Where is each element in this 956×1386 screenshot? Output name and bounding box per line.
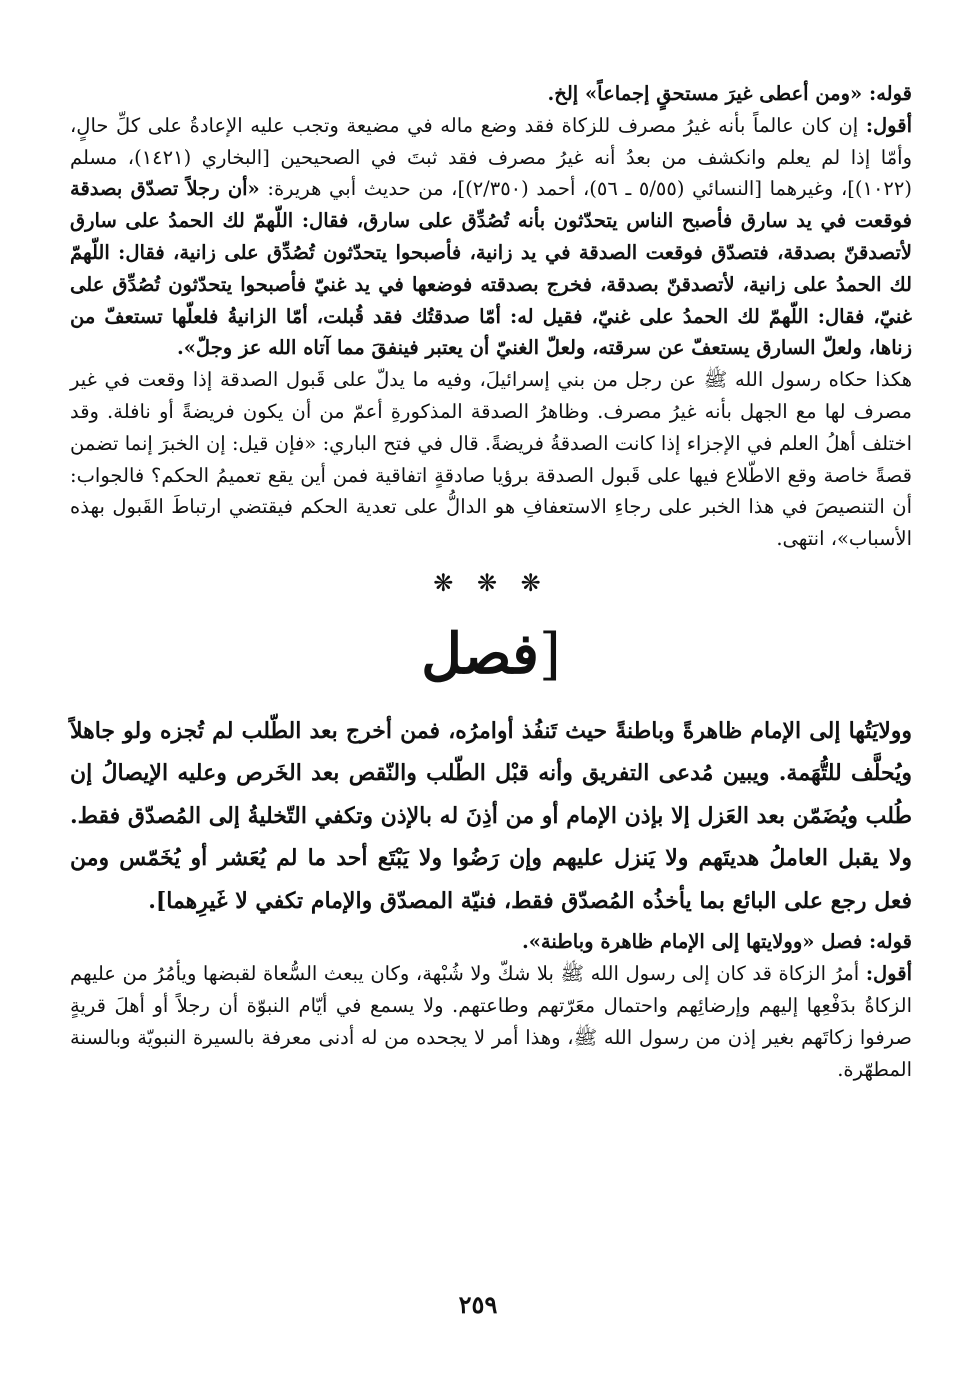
- section-divider: ❋ ❋ ❋: [433, 568, 549, 597]
- page-number: ٢٥٩: [458, 1290, 498, 1319]
- commentary-quote-2: قوله: فصل «وولايتها إلى الإمام ظاهرة وباطنة».: [521, 930, 912, 954]
- matn-paragraph: وولايَتُها إلى الإمام ظاهرةً وباطنةً حيث تَنفُذ أوامرُه، فمن أخرج بعد الطّلب لم تُجزه ولو جاهلاً ويُحلَّف للتُّهَمة. ويبين مُدعى التفريق وأنه قبْل الطّلب والنّقص بعد الخَرص وعليه الإيصالُ إن طُلب ويُضَمّن بعد العَزل إلا بإذن الإمام أو من أذِنَ له بالإذن وتكفي التّخليةُ إلى المُصدّق فقط. ولا يقبل العاملُ هديتَهم ولا يَنزل عليهم وإن رَضُوا ولا يَبْتَع أحد ما لم يُعَشر أو يُخَمّس ومن فعل رجع على البائع بما يأخذُه المُصدّق فقط، فنيّة المصدّق والإمام تكفي لا غَيرِهما].: [70, 717, 912, 914]
- commentary-paragraph-1: [70, 110, 912, 364]
- section-heading: [70, 609, 912, 700]
- aqool-label: أقول:: [865, 113, 912, 137]
- page-body: [70, 78, 912, 1085]
- hadith-text: «أن رجلاً تصدّق بصدقة فوقعت في يد سارق فأصبح الناس يتحدّثون بأنه تُصُدِّق على سارق، فقال: اللّهمّ لك الحمدُ على سارق لأتصدقنّ بصدقة، فتصدّق فوقعت الصدقة في يد زانية، فأصبحوا يتحدّثون تُصُدِّق على زانية، فقال: اللّهمّ لك الحمدُ على زانية، لأتصدقنّ بصدقة، فخرج بصدقته فوضعها في يد غنيّ فأصبحوا يتحدّثون تُصُدِّق على غنيّ، فقال: اللّهمّ لك الحمدُ على غنيّ، فقيل له: أمّا صدقتُك فقد قُبلت، أمّا الزانيةُ فلعلّها تستعفّ من زناها، ولعلّ السارق يستعفّ عن سرقته، ولعلّ الغنيّ أن يعتبر فينفقَ مما آتاه الله عز وجلّ».: [70, 177, 912, 360]
- commentary-paragraph-2: هكذا حكاه رسول الله ﷺ عن رجل من بني إسرائيلَ، وفيه ما يدلّ على قَبول الصدقة إذا وقعت في غير مصرف لها مع الجهل بأنه غيرُ مصرف. وظاهرُ الصدقة المذكورةِ أعمّ من أن يكون فريضةً أو نافلة. وقد اختلف أهلُ العلم في الإجزاء إذا كانت الصدقةُ فريضةً. قال في فتح الباري: «فإن قيل: إن الخبرَ إنما تضمن قصةً خاصة وقع الاطّلاع فيها على قَبول الصدقة برؤيا صادقةٍ اتفاقية فمن أين يقع تعميمُ الحكم؟ فالجواب: أن التنصيصَ في هذا الخبر على رجاءِ الاستعفافِ هو الدالُّ على تعدية الحكم فيقتضي ارتباطَ القَبول بهذه الأسباب»، انتهى.: [70, 368, 912, 551]
- commentary-paragraph-3: [70, 958, 912, 1085]
- commentary-text-3: أمرُ الزكاة قد كان إلى رسول الله ﷺ بلا شكّ ولا شُبْهة، وكان يبعث السُّعاة لقبضها ويأمُرُ من عليهم الزكاةُ بدَفْعِها إليهم وإرضائِهم واحتمال معَرّتهم وطاعتهم. ولا يسمع في أيّام النبوّة أن رجلاً أو أهلَ قريةٍ صرفوا زكاتَهم بغير إذن من رسول الله ﷺ، وهذا أمر لا يجحده من له أدنى معرفة بالسيرة النبويّة وبالسنة المطهّرة.: [70, 962, 912, 1081]
- commentary-text-1: إن كان عالماً بأنه غيرُ مصرف للزكاة فقد وضع ماله في مضيعة وتجب عليه الإعادةُ على كلِّ حالٍ، وأمّا إذا لم يعلم وانكشف من بعدُ أنه غيرُ مصرف فقد ثبتَ في الصحيحين [البخاري (١٤٢١)، مسلم (١٠٢٢)]، وغيرهما [النسائي (٥/٥٥ ـ ٥٦)، أحمد (٢/٣٥٠)]، من حديث أبي هريرة:: [70, 113, 912, 201]
- aqool-label-2: أقول:: [865, 962, 912, 986]
- heading-word: فصل: [421, 620, 539, 687]
- commentary-quote-1: قوله: «ومن أعطى غيرَ مستحقٍ إجماعاً» إلخ.: [547, 82, 912, 105]
- heading-bracket: [: [538, 621, 561, 687]
